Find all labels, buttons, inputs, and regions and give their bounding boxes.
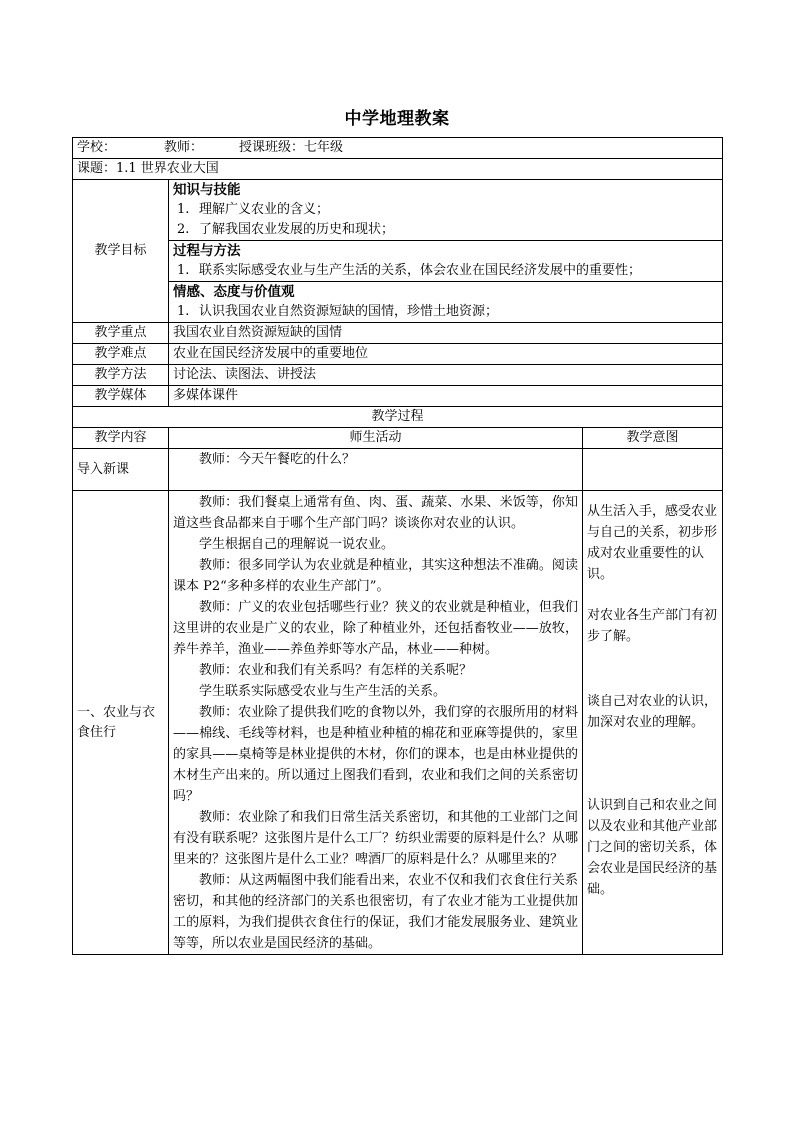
info-row-difficulty (73, 344, 723, 365)
activity-paragraph: 教师：农业除了和我们日常生活关系密切，和其他的工业部门之间有没有联系呢？这张图片是什么工厂？纺织业需要的原料是什么？从哪里来的？这张图片是什么工业？啤酒厂的原料是什么？从哪里来的？ (173, 810, 578, 867)
objectives-label: 教学目标 (73, 180, 169, 323)
process-title-row (73, 407, 723, 428)
intent-text: 从生活入手，感受农业与自己的关系，初步形成对农业重要性的认识。 (587, 504, 718, 582)
objective-item: 1. 联系实际感受农业与生产生活的关系，体会农业在国民经济发展中的重要性； (177, 263, 642, 278)
class-label: 授课班级：七年级 (239, 140, 344, 155)
intent-text: 谈自己对农业的认识，加深对农业的理解。 (587, 694, 718, 730)
activity-paragraph: 教师：很多同学认为农业就是种植业，其实这种想法不准确。阅读课本 P2“多种多样的农业生产部门”。 (173, 558, 578, 594)
info-label: 教学难点 (73, 344, 169, 365)
objective-item: 2. 了解我国农业发展的历史和现状； (177, 222, 395, 237)
lead-in-content: 导入新课 (73, 449, 169, 491)
objective-heading: 情感、态度与价值观 (173, 284, 295, 300)
process-title: 教学过程 (73, 407, 723, 428)
activity-paragraph: 学生根据自己的理解说一说农业。 (199, 537, 395, 552)
info-row-method (73, 365, 723, 386)
topic-row (73, 159, 723, 180)
objective-item: 1. 认识我国农业自然资源短缺的国情，珍惜土地资源； (177, 304, 499, 319)
objective-item: 1. 理解广义农业的含义； (177, 202, 330, 217)
objective-heading: 知识与技能 (173, 182, 241, 198)
objective-block-process (169, 241, 722, 282)
activity-paragraph: 学生联系实际感受农业与生产生活的关系。 (199, 684, 447, 699)
activity-paragraph: 教师：农业和我们有关系吗？有怎样的关系呢？ (199, 663, 473, 678)
objective-heading: 过程与方法 (173, 243, 241, 259)
activity-paragraph: 教师：我们餐桌上通常有鱼、肉、蛋、蔬菜、水果、米饭等，你知道这些食品都来自于哪个生产部门吗？谈谈你对农业的认识。 (173, 495, 578, 531)
info-label: 教学重点 (73, 323, 169, 344)
objective-block-attitude (169, 282, 722, 322)
column-header-content: 教学内容 (73, 428, 169, 449)
objectives-row (73, 180, 723, 323)
lesson-plan-table (72, 137, 723, 955)
info-value: 讨论法、读图法、讲授法 (169, 365, 723, 386)
intent-text: 认识到自己和农业之间以及农业和其他产业部门之间的密切关系，体会农业是国民经济的基础。 (587, 798, 718, 897)
info-value: 农业在国民经济发展中的重要地位 (169, 344, 723, 365)
activity-paragraph: 教师：从这两幅图中我们能看出来，农业不仅和我们衣食住行关系密切，和其他的经济部门的关系也很密切，有了农业才能为工业提供加工的原料，为我们提供衣食住行的保证，我们才能发展服务业、建筑业等等，所以农业是国民经济的基础。 (173, 873, 578, 951)
intent-text: 对农业各生产部门有初步了解。 (587, 608, 718, 644)
teacher-label: 教师： (164, 140, 204, 155)
topic: 课题：1.1 世界农业大国 (73, 159, 723, 180)
info-row-key-point (73, 323, 723, 344)
lead-in-row (73, 449, 723, 491)
info-label: 教学方法 (73, 365, 169, 386)
lead-in-activity: 教师：今天午餐吃的什么？ (199, 452, 356, 467)
objective-block-knowledge (169, 180, 722, 241)
section1-content: 一、农业与衣食住行 (73, 491, 169, 955)
header-row (73, 138, 723, 159)
info-row-media (73, 386, 723, 407)
process-header-row (73, 428, 723, 449)
column-header-activity: 师生活动 (169, 428, 583, 449)
activity-paragraph: 教师：广义的农业包括哪些行业？狭义的农业就是种植业，但我们这里讲的农业是广义的农业，除了种植业外，还包括畜牧业——放牧，养牛养羊，渔业——养鱼养虾等水产品，林业——种树。 (173, 600, 578, 657)
info-value: 多媒体课件 (169, 386, 723, 407)
page-title: 中学地理教案 (344, 109, 450, 129)
info-label: 教学媒体 (73, 386, 169, 407)
column-header-intent: 教学意图 (583, 428, 723, 449)
lead-in-intent (583, 449, 723, 491)
section1-row (73, 491, 723, 955)
info-value: 我国农业自然资源短缺的国情 (169, 323, 723, 344)
activity-paragraph: 教师：农业除了提供我们吃的食物以外，我们穿的衣服所用的材料——棉线、毛线等材料，也是种植业种植的棉花和亚麻等提供的，家里的家具——桌椅等是林业提供的木材，你们的课本，也是由林业提供的木材生产出来的。所以通过上图我们看到，农业和我们之间的关系密切吗？ (173, 705, 578, 804)
school-label: 学校： (77, 140, 117, 155)
